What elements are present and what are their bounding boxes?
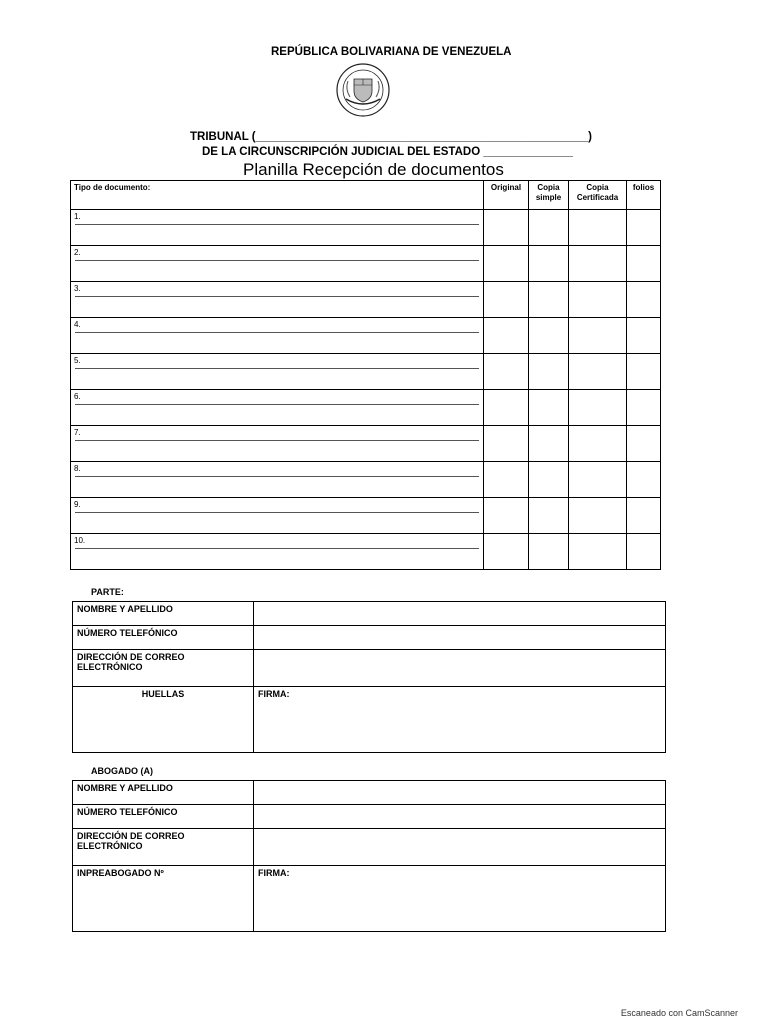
- cell-folios[interactable]: [627, 426, 661, 462]
- parte-nombre-label: NOMBRE Y APELLIDO: [73, 602, 254, 626]
- col-tipo-documento: Tipo de documento:: [71, 181, 484, 210]
- cell-original[interactable]: [484, 282, 529, 318]
- cell-copia-simple[interactable]: [529, 498, 569, 534]
- cell-folios[interactable]: [627, 498, 661, 534]
- documents-table: [70, 180, 661, 570]
- table-row: [71, 318, 661, 354]
- cell-copia-simple[interactable]: [529, 354, 569, 390]
- col-folios: folios: [627, 181, 661, 210]
- parte-huellas-label[interactable]: HUELLAS: [73, 687, 254, 753]
- table-row: [71, 390, 661, 426]
- parte-telefono-label: NÚMERO TELEFÓNICO: [73, 626, 254, 650]
- col-copia-certificada: Copia Certificada: [569, 181, 627, 210]
- parte-heading: PARTE:: [91, 587, 124, 597]
- document-entry[interactable]: 5.: [71, 354, 484, 390]
- cell-folios[interactable]: [627, 354, 661, 390]
- col-original: Original: [484, 181, 529, 210]
- cell-original[interactable]: [484, 390, 529, 426]
- parte-table: [72, 601, 666, 753]
- document-entry[interactable]: 8.: [71, 462, 484, 498]
- table-row: [71, 282, 661, 318]
- cell-copia-simple[interactable]: [529, 282, 569, 318]
- document-entry[interactable]: 7.: [71, 426, 484, 462]
- abogado-nombre-field[interactable]: [254, 781, 666, 805]
- abogado-firma-label[interactable]: FIRMA:: [254, 866, 666, 932]
- table-row: [71, 246, 661, 282]
- cell-original[interactable]: [484, 210, 529, 246]
- cell-copia-simple[interactable]: [529, 534, 569, 570]
- document-entry[interactable]: 10.: [71, 534, 484, 570]
- cell-copia-simple[interactable]: [529, 210, 569, 246]
- document-entry[interactable]: 3.: [71, 282, 484, 318]
- parte-correo-field[interactable]: [254, 650, 666, 687]
- table-row: [71, 498, 661, 534]
- abogado-heading: ABOGADO (A): [91, 766, 153, 776]
- cell-copia-certificada[interactable]: [569, 498, 627, 534]
- table-row: [71, 534, 661, 570]
- abogado-inpre-label[interactable]: INPREABOGADO Nº: [73, 866, 254, 932]
- cell-copia-certificada[interactable]: [569, 354, 627, 390]
- abogado-table: [72, 780, 666, 932]
- parte-correo-label: DIRECCIÓN DE CORREO ELECTRÓNICO: [73, 650, 254, 687]
- document-entry[interactable]: 9.: [71, 498, 484, 534]
- abogado-telefono-label: NÚMERO TELEFÓNICO: [73, 805, 254, 829]
- circunscripcion-line: DE LA CIRCUNSCRIPCIÓN JUDICIAL DEL ESTADO ______________: [202, 146, 573, 158]
- cell-copia-certificada[interactable]: [569, 282, 627, 318]
- abogado-telefono-field[interactable]: [254, 805, 666, 829]
- cell-original[interactable]: [484, 354, 529, 390]
- cell-copia-certificada[interactable]: [569, 462, 627, 498]
- document-entry[interactable]: 1.: [71, 210, 484, 246]
- cell-original[interactable]: [484, 318, 529, 354]
- cell-copia-simple[interactable]: [529, 318, 569, 354]
- cell-copia-simple[interactable]: [529, 246, 569, 282]
- table-row: [71, 462, 661, 498]
- cell-copia-certificada[interactable]: [569, 534, 627, 570]
- cell-folios[interactable]: [627, 462, 661, 498]
- scanner-footer: Escaneado con CamScanner: [620, 1008, 738, 1018]
- cell-original[interactable]: [484, 426, 529, 462]
- coat-of-arms-seal: [334, 63, 392, 117]
- cell-copia-certificada[interactable]: [569, 246, 627, 282]
- cell-folios[interactable]: [627, 390, 661, 426]
- cell-folios[interactable]: [627, 534, 661, 570]
- cell-copia-certificada[interactable]: [569, 390, 627, 426]
- document-entry[interactable]: 2.: [71, 246, 484, 282]
- country-heading: REPÚBLICA BOLIVARIANA DE VENEZUELA: [271, 46, 512, 58]
- parte-nombre-field[interactable]: [254, 602, 666, 626]
- cell-copia-certificada[interactable]: [569, 210, 627, 246]
- abogado-correo-label: DIRECCIÓN DE CORREO ELECTRÓNICO: [73, 829, 254, 866]
- cell-original[interactable]: [484, 462, 529, 498]
- abogado-nombre-label: NOMBRE Y APELLIDO: [73, 781, 254, 805]
- cell-original[interactable]: [484, 498, 529, 534]
- cell-original[interactable]: [484, 246, 529, 282]
- tribunal-line: TRIBUNAL (____________________________________________________): [190, 131, 592, 143]
- cell-folios[interactable]: [627, 210, 661, 246]
- cell-original[interactable]: [484, 534, 529, 570]
- abogado-correo-field[interactable]: [254, 829, 666, 866]
- document-entry[interactable]: 4.: [71, 318, 484, 354]
- cell-folios[interactable]: [627, 282, 661, 318]
- table-row: [71, 210, 661, 246]
- cell-copia-certificada[interactable]: [569, 318, 627, 354]
- col-copia-simple: Copia simple: [529, 181, 569, 210]
- parte-telefono-field[interactable]: [254, 626, 666, 650]
- cell-copia-simple[interactable]: [529, 390, 569, 426]
- cell-copia-simple[interactable]: [529, 426, 569, 462]
- form-title: Planilla Recepción de documentos: [243, 160, 504, 179]
- table-row: [71, 354, 661, 390]
- table-row: [71, 426, 661, 462]
- cell-copia-certificada[interactable]: [569, 426, 627, 462]
- cell-folios[interactable]: [627, 246, 661, 282]
- parte-firma-label[interactable]: FIRMA:: [254, 687, 666, 753]
- cell-folios[interactable]: [627, 318, 661, 354]
- document-entry[interactable]: 6.: [71, 390, 484, 426]
- cell-copia-simple[interactable]: [529, 462, 569, 498]
